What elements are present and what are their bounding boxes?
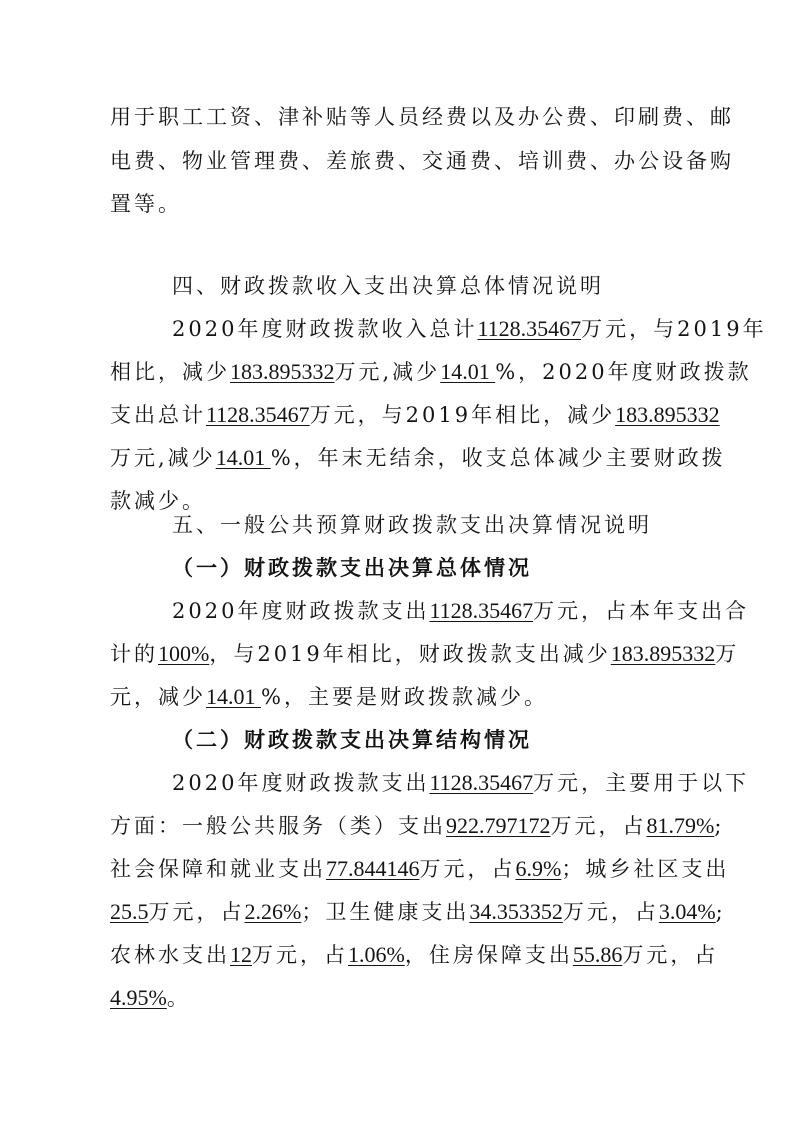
heading-text: 五、一般公共预算财政拨款支出决算情况说明 — [172, 513, 652, 537]
text-run: 万元，主要用于以下 — [533, 771, 750, 795]
subheading-text: （一）财政拨款支出决算总体情况 — [172, 555, 532, 580]
text-run: ; — [715, 900, 726, 924]
section5-sub2-heading — [172, 726, 772, 754]
text-run: ; — [714, 814, 725, 838]
text-run: ；城乡社区支出 — [561, 857, 730, 881]
heading-text: 四、财政拨款收入支出决算总体情况说明 — [172, 274, 604, 298]
section4-line-2 — [110, 358, 752, 386]
underlined-value: 183.895332 — [615, 402, 720, 427]
intro-line-3 — [110, 190, 710, 218]
underlined-value: 922.797172 — [446, 813, 551, 838]
text-run: 款减少。 — [110, 489, 206, 513]
text-run: 2020年度财政拨款收入总计 — [172, 317, 478, 341]
section4-heading — [172, 272, 772, 300]
underlined-value: 3.04% — [658, 899, 716, 924]
underlined-value: 4.95% — [110, 985, 167, 1010]
sub2-line-1 — [172, 769, 772, 797]
text-run: 万 — [715, 642, 740, 666]
sub1-line-1 — [172, 597, 772, 625]
text-run: 电费、物业管理费、差旅费、交通费、培训费、办公设备购 — [110, 149, 734, 173]
text-run: 方面：一般公共服务（类）支出 — [110, 814, 446, 838]
text-run: ，住房保障支出 — [404, 943, 573, 967]
underlined-value: 12 — [230, 942, 252, 967]
underlined-value: 1128.35467 — [429, 770, 534, 795]
text-run: 万元，占 — [562, 900, 659, 924]
underlined-value: 2.26% — [244, 899, 302, 924]
text-run: 元，减少 — [110, 685, 206, 709]
text-run: %，主要是财政拨款减少。 — [261, 685, 548, 709]
underlined-value: 77.844146 — [326, 856, 420, 881]
section4-line-1 — [172, 315, 772, 343]
text-run: 农林水支出 — [110, 943, 230, 967]
text-run: 万元，占 — [419, 857, 516, 881]
text-run: 万元，占 — [550, 814, 647, 838]
underlined-value: 1.06% — [348, 942, 405, 967]
underlined-value: 1128.35467 — [206, 402, 310, 427]
sub2-line-4 — [110, 898, 726, 926]
underlined-value: 34.353352 — [469, 899, 563, 924]
underlined-value: 55.86 — [572, 942, 623, 967]
underlined-value: 100% — [158, 641, 210, 666]
underlined-value: 14.01 — [440, 359, 496, 384]
sub2-line-6 — [110, 984, 710, 1012]
text-run: 计的 — [110, 642, 158, 666]
underlined-value: 183.895332 — [610, 641, 716, 666]
text-run: 相比，减少 — [110, 360, 230, 384]
text-run: %，年末无结余，收支总体减少主要财政拨 — [270, 446, 726, 470]
sub1-line-2 — [110, 640, 740, 668]
text-run: 万元,减少 — [334, 360, 441, 384]
text-run: 用于职工工资、津补贴等人员经费以及办公费、印刷费、邮 — [110, 105, 734, 129]
underlined-value: 183.895332 — [230, 359, 335, 384]
underlined-value: 81.79% — [646, 813, 715, 838]
intro-line-1 — [110, 103, 734, 131]
underlined-value: 1128.35467 — [429, 598, 534, 623]
section4-line-4 — [110, 444, 726, 472]
section4-line-3 — [110, 401, 720, 429]
text-run: ，与2019年相比，财政拨款支出减少 — [209, 642, 611, 666]
text-run: 万元，占本年支出合 — [533, 599, 750, 623]
sub2-line-3 — [110, 855, 730, 883]
text-run: 万元,减少 — [110, 446, 216, 470]
section5-sub1-heading — [172, 554, 772, 582]
underlined-value: 25.5 — [110, 899, 149, 924]
text-run: 万元，占 — [622, 943, 719, 967]
underlined-value: 14.01 — [206, 684, 261, 709]
intro-line-2 — [110, 147, 734, 175]
text-run: 万元，占 — [148, 900, 245, 924]
underlined-value: 6.9% — [515, 856, 562, 881]
underlined-value: 1128.35467 — [477, 316, 582, 341]
sub1-line-3 — [110, 683, 710, 711]
text-run: 2020年度财政拨款支出 — [172, 771, 430, 795]
subheading-text: （二）财政拨款支出决算结构情况 — [172, 727, 532, 752]
underlined-value: 14.01 — [215, 445, 271, 470]
text-run: 。 — [166, 986, 191, 1010]
section5-heading — [172, 511, 772, 539]
text-run: 社会保障和就业支出 — [110, 857, 326, 881]
text-run: 支出总计 — [110, 403, 206, 427]
text-run: 万元，占 — [252, 943, 348, 967]
text-run: %，2020年度财政拨款 — [495, 360, 752, 384]
text-run: 万元，与2019年 — [581, 317, 767, 341]
text-run: 2020年度财政拨款支出 — [172, 599, 430, 623]
text-run: 置等。 — [110, 192, 182, 216]
text-run: 万元，与2019年相比，减少 — [309, 403, 616, 427]
sub2-line-2 — [110, 812, 725, 840]
sub2-line-5 — [110, 941, 719, 969]
text-run: ；卫生健康支出 — [301, 900, 470, 924]
